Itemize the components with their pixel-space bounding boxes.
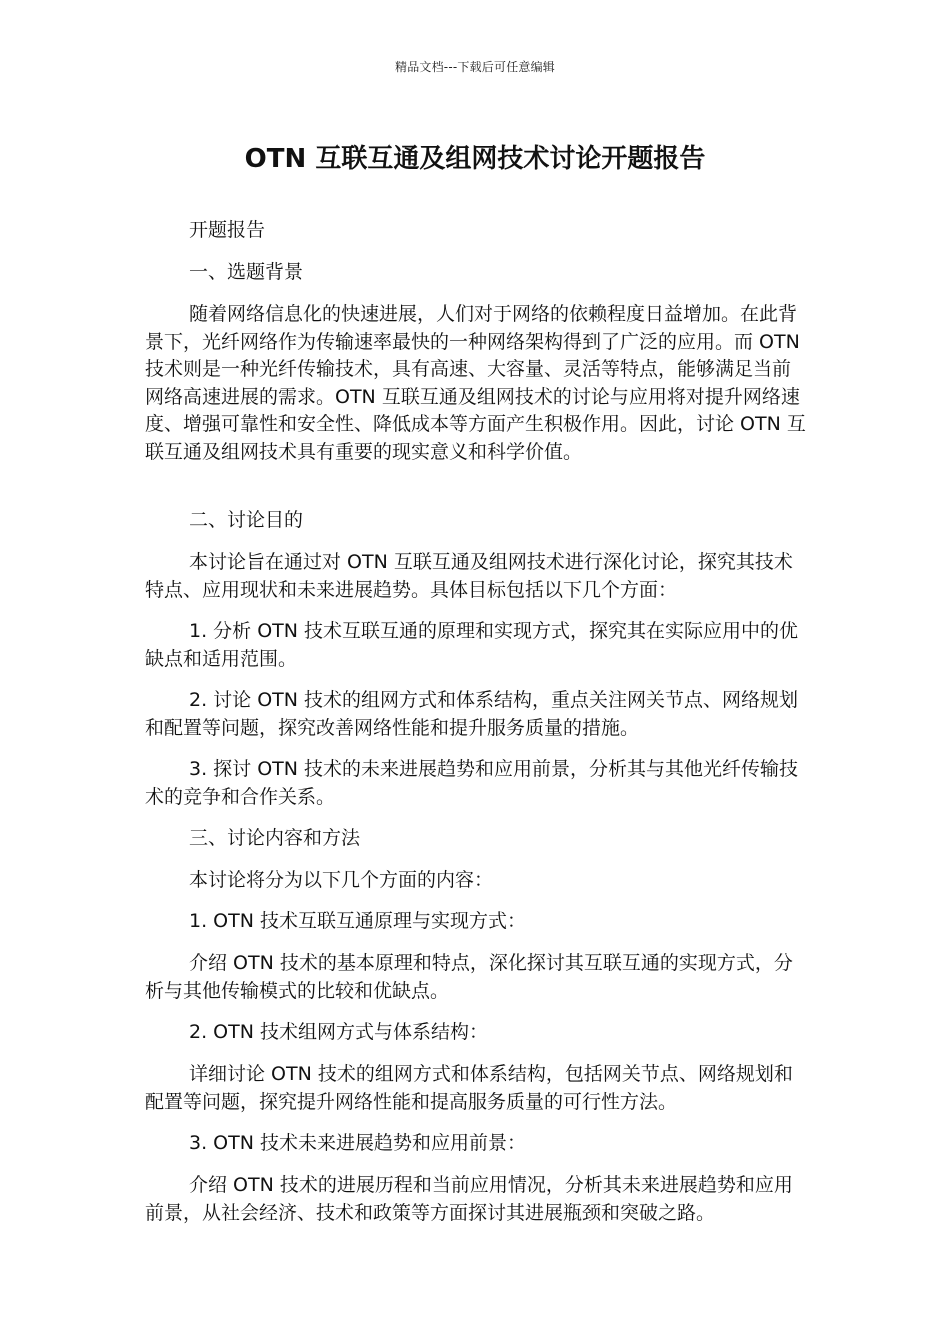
document-body-block xyxy=(145,259,807,287)
document-body-block xyxy=(145,825,807,853)
document-body-block xyxy=(145,618,807,673)
paragraph-content-1: 介绍 OTN 技术的基本原理和特点，深化探讨其互联互通的实现方式，分析与其他传输模式的比较和优缺点。 xyxy=(145,952,793,1002)
document-title: OTN 互联互通及组网技术讨论开题报告 xyxy=(244,144,706,174)
document-body-block xyxy=(145,756,807,811)
document-body-block xyxy=(145,1061,807,1116)
list-item-purpose-2: 2. 讨论 OTN 技术的组网方式和体系结构，重点关注网关节点、网络规划和配置等问题，探究改善网络性能和提升服务质量的措施。 xyxy=(145,689,799,739)
subheading-content-3: 3. OTN 技术未来进展趋势和应用前景： xyxy=(189,1132,526,1154)
paragraph-content-intro: 本讨论将分为以下几个方面的内容： xyxy=(189,869,494,891)
paragraph-content-3: 介绍 OTN 技术的进展历程和当前应用情况，分析其未来进展趋势和应用前景，从社会经济、技术和政策等方面探讨其进展瓶颈和突破之路。 xyxy=(145,1174,793,1224)
document-body-block xyxy=(145,908,807,936)
heading-purpose: 二、讨论目的 xyxy=(189,509,304,531)
paragraph-purpose: 本讨论旨在通过对 OTN 互联互通及组网技术进行深化讨论，探究其技术特点、应用现状和未来进展趋势。具体目标包括以下几个方面： xyxy=(145,551,793,601)
document-body xyxy=(145,217,807,245)
paragraph-content-2: 详细讨论 OTN 技术的组网方式和体系结构，包括网关节点、网络规划和配置等问题，探究提升网络性能和提高服务质量的可行性方法。 xyxy=(145,1063,793,1113)
heading-background: 一、选题背景 xyxy=(189,261,304,283)
document-body-block xyxy=(145,549,807,604)
document-body-block xyxy=(145,301,807,466)
document-body-block xyxy=(145,1172,807,1227)
document-body-block xyxy=(145,687,807,742)
document-body-block xyxy=(145,950,807,1005)
page-header: 精品文档---下载后可任意编辑 xyxy=(395,60,555,74)
document-body-block xyxy=(145,507,807,535)
paragraph-section-label: 开题报告 xyxy=(189,219,266,241)
document-body-block xyxy=(145,867,807,895)
subheading-content-2: 2. OTN 技术组网方式与体系结构： xyxy=(189,1021,488,1043)
document-body-block xyxy=(145,1019,807,1047)
heading-content-method: 三、讨论内容和方法 xyxy=(189,827,361,849)
list-item-purpose-3: 3. 探讨 OTN 技术的未来进展趋势和应用前景，分析其与其他光纤传输技术的竞争和合作关系。 xyxy=(145,758,799,808)
document-body-block xyxy=(145,1130,807,1158)
list-item-purpose-1: 1. 分析 OTN 技术互联互通的原理和实现方式，探究其在实际应用中的优缺点和适用范围。 xyxy=(145,620,799,670)
subheading-content-1: 1. OTN 技术互联互通原理与实现方式： xyxy=(189,910,526,932)
paragraph-background: 随着网络信息化的快速进展，人们对于网络的依赖程度日益增加。在此背景下，光纤网络作为传输速率最快的一种网络架构得到了广泛的应用。而 OTN 技术则是一种光纤传输技术，具有高速、大容量、灵活等特点，能够满足当前网络高速进展的需求。OTN 互联互通及组网技术的讨论与应用将对提升网络速度、增强可靠性和安全性、降低成本等方面产生积极作用。因此，讨论 OTN 互联互通及组网技术具有重要的现实意义和科学价值。 xyxy=(145,303,806,463)
